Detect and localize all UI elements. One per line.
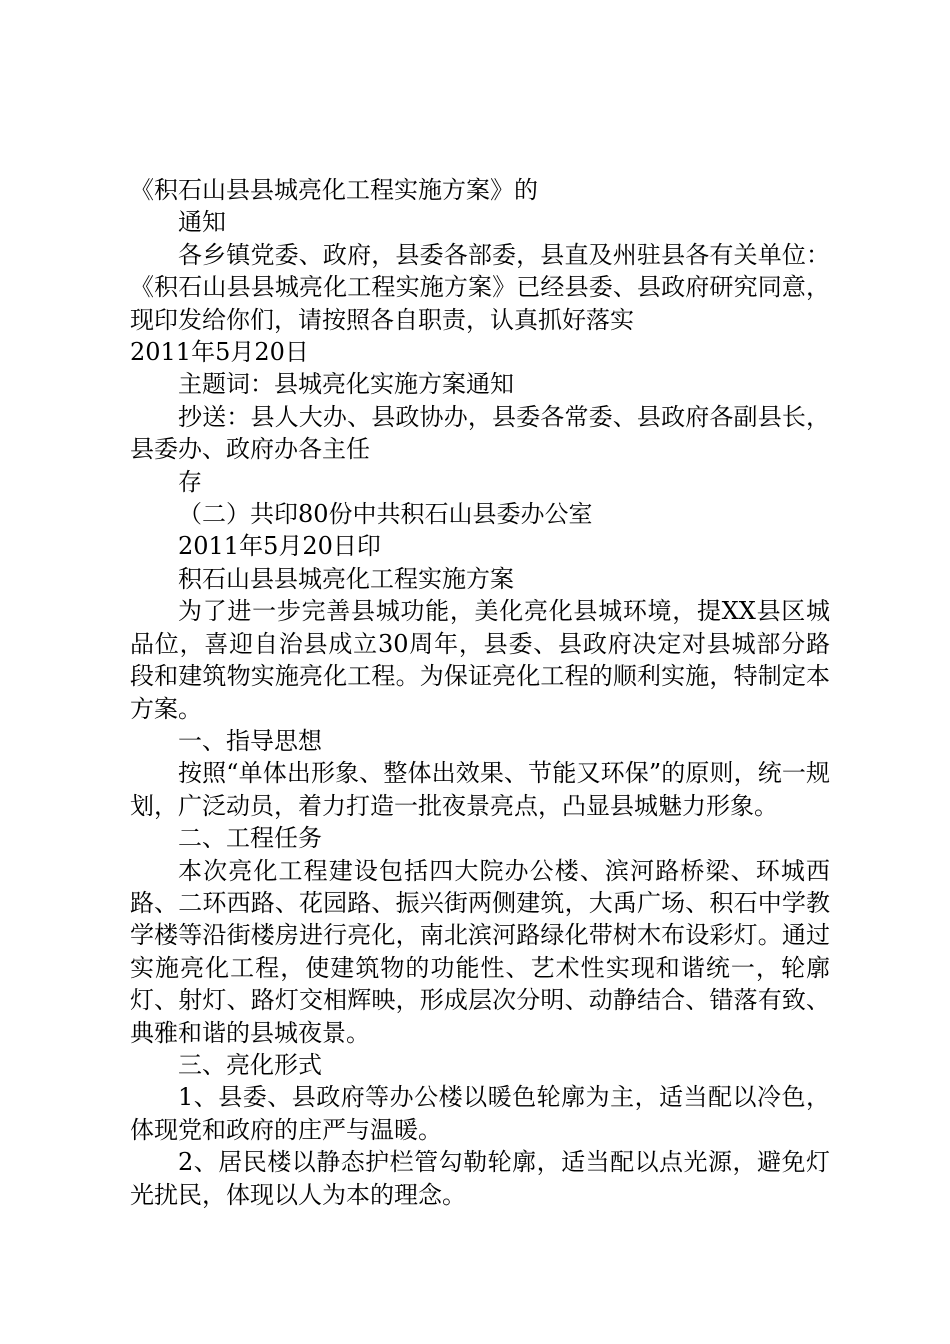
section-1-paragraph: 按照“单体出形象、整体出效果、节能又环保”的原则，统一规划，广泛动员，着力打造一批夜景亮点，凸显县城魅力形象。 <box>130 759 830 820</box>
title-line: 《积石山县县城亮化工程实施方案》的 <box>130 176 538 204</box>
recipients-paragraph: 各乡镇党委、政府，县委各部委，县直及州驻县各有关单位：《积石山县县城亮化工程实施方案》已经县委、县政府研究同意，现印发给你们，请按照各自职责，认真抓好落实 <box>130 240 830 334</box>
cc-line: 抄送：县人大办、县政协办，县委各常委、县政府各副县长，县委办、政府办各主任 <box>130 402 830 464</box>
print-date: 2011年5月20日印 <box>178 532 381 561</box>
section-heading-3: 三、亮化形式 <box>178 1050 322 1079</box>
issue-date: 2011年5月20日 <box>130 338 309 367</box>
section-heading-2: 二、工程任务 <box>178 824 322 853</box>
print-count: （二）共印80份中共积石山县委办公室 <box>178 500 593 529</box>
section-heading-1: 一、指导思想 <box>178 726 322 755</box>
subject-words: 主题词：县城亮化实施方案通知 <box>178 370 514 399</box>
item-2-paragraph: 2、居民楼以静态护栏管勾勒轮廓，适当配以点光源，避免灯光扰民，体现以人为本的理念。 <box>130 1148 830 1209</box>
intro-paragraph: 为了进一步完善县城功能，美化亮化县城环境，提XX县区城品位，喜迎自治县成立30周年，县委、县政府决定对县城部分路段和建筑物实施亮化工程。为保证亮化工程的顺利实施，特制定本方案。 <box>130 597 830 723</box>
document-body <box>130 174 830 1211</box>
archive-note: 存 <box>178 467 202 496</box>
item-1-paragraph: 1、县委、县政府等办公楼以暖色轮廓为主，适当配以冷色，体现党和政府的庄严与温暖。 <box>130 1083 830 1144</box>
plan-title: 积石山县县城亮化工程实施方案 <box>178 564 514 593</box>
notice-heading: 通知 <box>178 208 226 237</box>
section-2-paragraph: 本次亮化工程建设包括四大院办公楼、滨河路桥梁、环城西路、二环西路、花园路、振兴街两侧建筑，大禹广场、积石中学教学楼等沿街楼房进行亮化，南北滨河路绿化带树木布设彩灯。通过实施亮化工程，使建筑物的功能性、艺术性实现和谐统一，轮廓灯、射灯、路灯交相辉映，形成层次分明、动静结合、错落有致、典雅和谐的县城夜景。 <box>130 856 830 1047</box>
